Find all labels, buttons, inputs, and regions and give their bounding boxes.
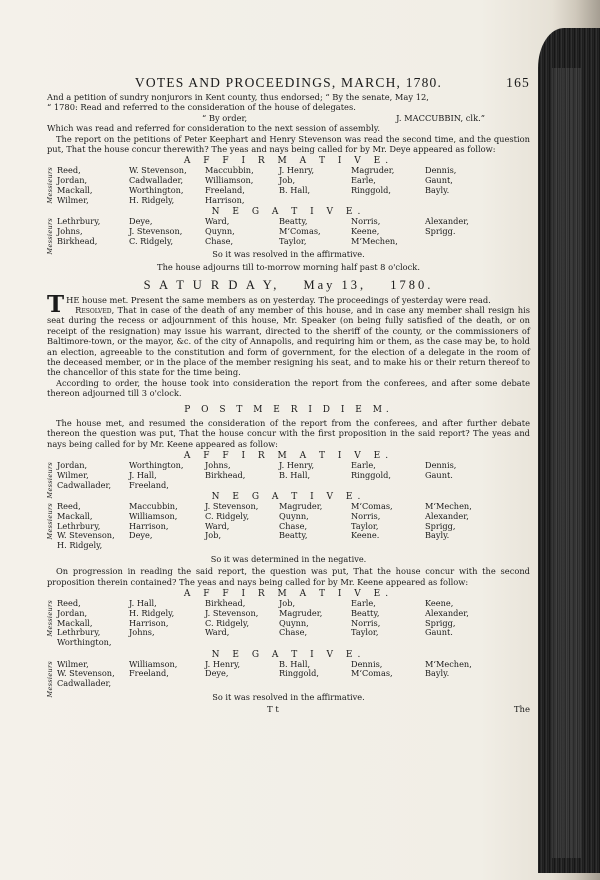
member-name: Chase,	[205, 235, 234, 246]
member-name: M‘Mechen,	[425, 501, 472, 512]
member-name: Ward,	[205, 520, 230, 531]
vote-1	[47, 156, 530, 259]
member-name: Lethrbury,	[57, 216, 101, 227]
member-name: Wilmer,	[57, 469, 89, 480]
affirmative-list	[47, 599, 530, 648]
member-name: Jordan,	[57, 175, 88, 186]
member-name: Ward,	[205, 216, 230, 227]
member-name	[351, 638, 425, 648]
member-name: Ringgold,	[351, 184, 391, 195]
member-name: Lethrbury,	[57, 627, 101, 638]
member-name	[279, 638, 351, 648]
member-name: Dennis,	[351, 658, 383, 669]
member-name: Wilmer,	[57, 194, 89, 205]
member-name: Bayly.	[425, 530, 450, 541]
member-name: Dennis,	[425, 460, 457, 471]
member-name: C. Ridgely,	[129, 235, 174, 246]
member-name: J. Henry,	[205, 658, 241, 669]
member-name: Birkhead,	[205, 469, 246, 480]
affirmative-list	[47, 166, 530, 205]
name-grid	[57, 166, 530, 205]
member-name	[425, 638, 499, 648]
member-name: Wilmer,	[57, 658, 89, 669]
member-name: Job,	[279, 598, 296, 609]
member-name: Reed,	[57, 165, 81, 176]
member-name	[425, 237, 499, 247]
negative-list	[47, 502, 530, 551]
member-name: Harrison,	[129, 520, 169, 531]
member-name: Norris,	[351, 511, 381, 522]
member-name: Maccubbin,	[129, 501, 178, 512]
name-grid	[57, 502, 530, 551]
member-name: Johns,	[57, 225, 83, 236]
member-name: Keene.	[351, 530, 380, 541]
member-name: Job,	[279, 175, 296, 186]
member-name: Earle,	[351, 598, 376, 609]
vote-result: So it was determined in the negative.	[210, 553, 367, 564]
member-name: B. Hall,	[279, 184, 311, 195]
member-name: Deye,	[129, 216, 153, 227]
member-name: Freeland,	[129, 668, 169, 679]
member-name: J. Stevenson,	[205, 501, 259, 512]
member-name: Alexander,	[425, 216, 469, 227]
member-name	[425, 196, 499, 206]
member-name: Reed,	[57, 598, 81, 609]
resolved-lead: Resolved,	[75, 304, 115, 315]
member-name: Taylor,	[279, 235, 307, 246]
member-name	[129, 679, 205, 689]
member-name	[205, 679, 279, 689]
name-grid	[57, 660, 530, 689]
member-name: M‘Comas,	[279, 225, 321, 236]
member-name: J. Hall,	[129, 598, 157, 609]
member-name: B. Hall,	[279, 658, 311, 669]
member-name: Chase,	[279, 520, 308, 531]
member-name: Keene,	[425, 598, 454, 609]
vote-result: So it was resolved in the affirmative.	[212, 249, 365, 260]
petition-line-2: “ 1780: Read and referred to the consideration of the house of delegates.	[47, 102, 356, 113]
negative-heading: N E G A T I V E.	[211, 492, 366, 503]
member-name: J. Stevenson,	[129, 225, 183, 236]
member-name: J. Henry,	[279, 460, 315, 471]
member-name: Quynn,	[205, 225, 235, 236]
member-name: Ringgold,	[279, 668, 319, 679]
member-name: Keene,	[351, 225, 380, 236]
messieurs-label: Messieurs	[46, 503, 54, 540]
member-name	[205, 541, 279, 551]
member-name: Lethrbury,	[57, 520, 101, 531]
messieurs-label: Messieurs	[46, 660, 54, 698]
member-name: Harrison,	[205, 194, 245, 205]
member-name: W. Stevenson,	[57, 530, 115, 541]
page-content	[47, 74, 530, 716]
member-name: Quynn,	[279, 511, 309, 522]
member-name: C. Ridgely,	[205, 511, 250, 522]
member-name: Worthington,	[129, 460, 184, 471]
member-name	[351, 481, 425, 491]
member-name: H. Ridgely,	[129, 194, 175, 205]
weekday: S A T U R D A Y,	[143, 278, 280, 293]
member-name: Alexander,	[425, 607, 469, 618]
member-name	[425, 679, 499, 689]
negative-heading: N E G A T I V E.	[211, 207, 366, 218]
book-edge-pages	[552, 68, 582, 858]
year: 1780.	[390, 278, 434, 293]
member-name: Gaunt.	[425, 627, 453, 638]
post-meridiem-heading: P O S T M E R I D I E M.	[184, 404, 393, 415]
name-grid	[57, 461, 530, 490]
member-name	[279, 196, 351, 206]
member-name: Williamson,	[129, 658, 178, 669]
petition-signature-line	[47, 113, 530, 123]
messieurs-label: Messieurs	[46, 600, 54, 637]
page-number: 165	[506, 75, 530, 90]
member-name	[351, 541, 425, 551]
vote-3	[47, 589, 530, 702]
member-name: Birkhead,	[57, 235, 98, 246]
member-name: Cadwallader,	[57, 678, 112, 689]
resolution-text: That in case of the death of any member of this house, and in case any member shall resign his seat during the recess or adjournment of this house, Mr. Speaker (on being fully satisfied of the death, or on receipt of the resignation) may issue his warrant, directed to the sheriff of the county, or the commissioners of Baltimore-town, or the mayor, &c. of the city of Annapolis, and requiring him or them, as the case may be, to hold an election, agreeable to the constitution and form of government, for the election of a delegate in the room of the deceased member, or in the place of the member resigning his seat, and to make his or their return thereof to the chancellor of this state for the time being.	[47, 304, 530, 378]
affirmative-heading: A F F I R M A T I V E.	[183, 589, 394, 600]
member-name	[279, 481, 351, 491]
petition-referral: Which was read and referred for consideration to the next session of assembly.	[47, 123, 380, 134]
member-name: M‘Mechen,	[351, 235, 398, 246]
member-name: Maccubbin,	[205, 165, 254, 176]
messieurs-label: Messieurs	[46, 218, 54, 255]
member-name: Williamson,	[129, 511, 178, 522]
member-name: M‘Comas,	[351, 668, 393, 679]
member-name: Mackall,	[57, 184, 93, 195]
member-name	[425, 541, 499, 551]
member-name	[425, 481, 499, 491]
drop-cap: T	[47, 290, 65, 318]
house-met-text: HE house met. Present the same members as on yesterday. The proceedings of yesterday were read.	[66, 294, 491, 305]
page-footer	[47, 705, 530, 715]
member-name: Chase,	[279, 627, 308, 638]
book-edge	[538, 28, 600, 873]
member-name: Worthington,	[129, 184, 184, 195]
member-name	[351, 196, 425, 206]
member-name: Gaunt.	[425, 469, 453, 480]
member-name: Quynn,	[279, 617, 309, 628]
name-grid	[57, 599, 530, 648]
member-name: Freeland,	[129, 479, 169, 490]
member-name: Beatty,	[279, 216, 308, 227]
member-name	[129, 541, 205, 551]
messieurs-label: Messieurs	[46, 462, 54, 499]
member-name: Taylor,	[351, 520, 379, 531]
member-name: H. Ridgely,	[57, 540, 103, 551]
member-name: Cadwallader,	[57, 479, 112, 490]
date: May 13,	[303, 278, 367, 293]
resolution-paragraph	[47, 305, 530, 378]
member-name	[205, 638, 279, 648]
catchword: The	[513, 705, 530, 716]
member-name: Deye,	[205, 668, 229, 679]
negative-heading: N E G A T I V E.	[211, 649, 366, 660]
member-name: Jordan,	[57, 460, 88, 471]
affirmative-heading: A F F I R M A T I V E.	[183, 156, 394, 167]
member-name: W. Stevenson,	[57, 668, 115, 679]
by-order: “ By order,	[202, 112, 248, 123]
member-name: C. Ridgely,	[205, 617, 250, 628]
petition-line-1: And a petition of sundry nonjurors in Kent county, thus endorsed; “ By the senate, May 12,	[47, 92, 429, 102]
member-name	[279, 541, 351, 551]
member-name: Mackall,	[57, 511, 93, 522]
member-name	[279, 679, 351, 689]
member-name: Beatty,	[279, 530, 308, 541]
member-name: Jordan,	[57, 607, 88, 618]
member-name: Cadwallader,	[129, 175, 184, 186]
member-name: Job,	[205, 530, 222, 541]
member-name: Norris,	[351, 216, 381, 227]
day-heading	[47, 278, 530, 293]
member-name	[351, 679, 425, 689]
member-name: Magruder,	[351, 165, 395, 176]
messieurs-label: Messieurs	[46, 167, 54, 204]
member-name	[129, 638, 205, 648]
page-title: VOTES AND PROCEEDINGS, MARCH, 1780.	[134, 75, 443, 90]
member-name: Johns,	[205, 460, 231, 471]
member-name: Williamson,	[205, 175, 254, 186]
signature-mark: T t	[267, 705, 279, 716]
member-name: Ward,	[205, 627, 230, 638]
member-name: Bayly.	[425, 184, 450, 195]
member-name: J. Stevenson,	[205, 607, 259, 618]
member-name: J. Henry,	[279, 165, 315, 176]
member-name: Dennis,	[425, 165, 457, 176]
member-name: Ringgold,	[351, 469, 391, 480]
according-paragraph: According to order, the house took into consideration the report from the conferees, and after some debate thereon adjourned till 3 o'clock.	[47, 377, 530, 399]
member-name: Mackall,	[57, 617, 93, 628]
member-name: Earle,	[351, 175, 376, 186]
member-name: Sprigg,	[425, 617, 456, 628]
member-name: Sprigg.	[425, 225, 456, 236]
clerk-signature: J. MACCUBBIN, clk.”	[396, 112, 485, 123]
member-name: Earle,	[351, 460, 376, 471]
member-name: J. Hall,	[129, 469, 157, 480]
report-paragraph-1: The report on the petitions of Peter Keephart and Henry Stevenson was read the second time, and the question put, That the house concur therewith? The yeas and nays being called for by Mr. Deye appeared as follow:	[47, 133, 530, 155]
member-name: Birkhead,	[205, 598, 246, 609]
member-name: Sprigg,	[425, 520, 456, 531]
member-name: Deye,	[129, 530, 153, 541]
member-name: Beatty,	[351, 607, 380, 618]
member-name: Magruder,	[279, 501, 323, 512]
resumed-paragraph: The house met, and resumed the consideration of the report from the conferees, and after further debate thereon the question was put, That the house concur with the first proposition in the said report? The yeas and nays being called for by Mr. Keene appeared as follow:	[47, 418, 530, 449]
member-name: W. Stevenson,	[129, 165, 187, 176]
affirmative-heading: A F F I R M A T I V E.	[183, 451, 394, 462]
vote-2	[47, 451, 530, 564]
member-name: Freeland,	[205, 184, 245, 195]
adjournment: The house adjourns till to-morrow morning half past 8 o'clock.	[157, 261, 420, 272]
member-name: Norris,	[351, 617, 381, 628]
progression-paragraph: On progression in reading the said report, the question was put, That the house concur with the second proposition therein contained? The yeas and nays being called for by Mr. Keene appeared as follow:	[47, 566, 530, 587]
member-name: Alexander,	[425, 511, 469, 522]
member-name: Bayly.	[425, 668, 450, 679]
member-name: Johns,	[129, 627, 155, 638]
member-name: Harrison,	[129, 617, 169, 628]
member-name: Worthington,	[57, 636, 112, 647]
vote-result: So it was resolved in the affirmative.	[212, 691, 365, 702]
member-name	[205, 481, 279, 491]
name-grid	[57, 217, 530, 246]
member-name: Taylor,	[351, 627, 379, 638]
member-name: H. Ridgely,	[129, 607, 175, 618]
member-name: B. Hall,	[279, 469, 311, 480]
running-head	[47, 74, 530, 92]
member-name: M‘Mechen,	[425, 658, 472, 669]
member-name: Gaunt,	[425, 175, 453, 186]
member-name: Reed,	[57, 501, 81, 512]
member-name: M‘Comas,	[351, 501, 393, 512]
member-name: Magruder,	[279, 607, 323, 618]
